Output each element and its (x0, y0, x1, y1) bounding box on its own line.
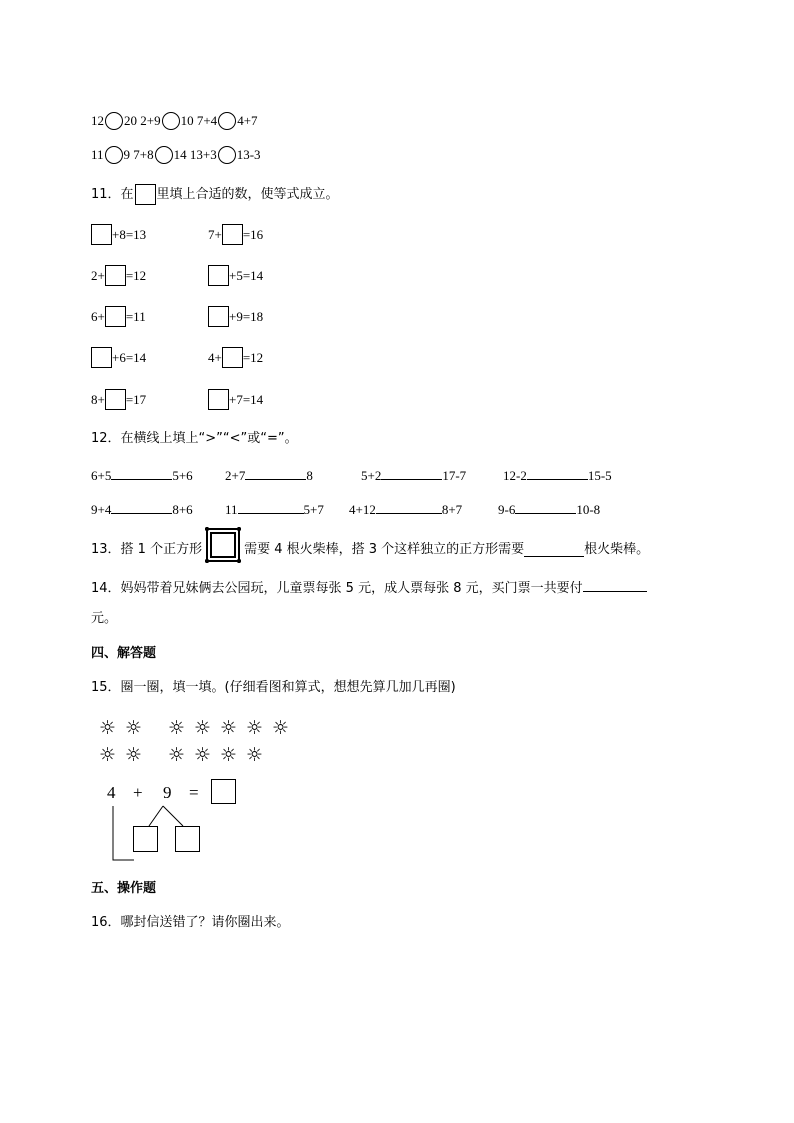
answer-blank[interactable] (381, 465, 442, 480)
answer-circle[interactable] (218, 112, 236, 130)
answer-circle[interactable] (218, 146, 236, 164)
answer-circle[interactable] (155, 146, 173, 164)
answer-circle[interactable] (105, 146, 123, 164)
q11-title: 11．在 里填上合适的数，使等式成立。 (91, 184, 339, 205)
section-heading-4: 四、解答题 (91, 646, 157, 661)
sun-icon: ☼ (220, 717, 238, 739)
expr: 11 (91, 147, 104, 162)
answer-circle[interactable] (162, 112, 180, 130)
q11-item: +8=13 (91, 224, 146, 245)
q11-item: +7=14 (208, 389, 263, 410)
q12-item: 2+7 8 (225, 465, 313, 484)
sample-box (135, 184, 156, 205)
expr: 4+7 (237, 113, 258, 128)
q12-item: 9-6 10-8 (498, 499, 600, 518)
sun-icon: ☼ (125, 717, 143, 739)
q11-item: 8+ =17 (91, 389, 146, 410)
sun-icon: ☼ (194, 744, 212, 766)
answer-box[interactable] (105, 265, 126, 286)
answer-blank[interactable] (376, 499, 442, 514)
sun-icon: ☼ (220, 744, 238, 766)
expr: 2+9 (140, 113, 161, 128)
answer-box[interactable] (91, 347, 112, 368)
compare-row-1 (91, 112, 258, 130)
sun-icon: ☼ (99, 717, 117, 739)
expr: 14 (173, 147, 187, 162)
answer-box[interactable] (208, 265, 229, 286)
answer-blank[interactable] (245, 465, 306, 480)
answer-blank[interactable] (515, 499, 576, 514)
sun-icon: ☼ (168, 717, 186, 739)
sun-icon: ☼ (194, 717, 212, 739)
section-heading-5: 五、操作题 (91, 881, 157, 896)
q13: 13．搭 1 个正方形 需要 4 根火柴棒，搭 3 个这样独立的正方形需要 根火柴棒。 (91, 536, 649, 563)
expr: 13+3 (189, 147, 217, 162)
sun-icon: ☼ (246, 717, 264, 739)
answer-box[interactable] (222, 224, 243, 245)
q14-line2: 元。 (91, 611, 118, 626)
split-box-left[interactable] (133, 826, 158, 852)
expr: 7+8 (133, 147, 154, 162)
q12-item: 5+2 17-7 (361, 465, 466, 484)
expr: 9 (123, 147, 131, 162)
expr: 13-3 (236, 147, 261, 162)
expr: 7+4 (196, 113, 218, 128)
answer-blank[interactable] (527, 465, 588, 480)
sun-icon: ☼ (125, 744, 143, 766)
q16-title: 16．哪封信送错了？请你圈出来。 (91, 915, 290, 930)
compare-row-2 (91, 146, 261, 164)
sun-icon: ☼ (168, 744, 186, 766)
q12-item: 6+5 5+6 (91, 465, 193, 484)
answer-blank[interactable] (111, 465, 172, 480)
answer-blank[interactable] (238, 499, 304, 514)
answer-blank[interactable] (583, 577, 647, 592)
q11-item: +6=14 (91, 347, 146, 368)
sun-icon: ☼ (246, 744, 264, 766)
sun-icon: ☼ (99, 744, 117, 766)
q12-item: 9+4 8+6 (91, 499, 193, 518)
q11-item: 6+ =11 (91, 306, 146, 327)
q11-item: 2+ =12 (91, 265, 146, 286)
q11-item: +5=14 (208, 265, 263, 286)
expr: 20 (124, 113, 137, 128)
q12-title: 12．在横线上填上“>”“<”或“=”。 (91, 431, 298, 446)
answer-box[interactable] (208, 306, 229, 327)
expr: 12 (91, 113, 104, 128)
answer-box[interactable] (222, 347, 243, 368)
q14-line1: 14．妈妈带着兄妹俩去公园玩，儿童票每张 5 元，成人票每张 8 元，买门票一共要付 (91, 577, 647, 598)
answer-blank[interactable] (111, 499, 172, 514)
q11-item: +9=18 (208, 306, 263, 327)
answer-box[interactable] (208, 389, 229, 410)
matchstick-square-icon (205, 527, 241, 563)
q15-title: 15．圈一圈，填一填。(仔细看图和算式，想想先算几加几再圈) (91, 680, 456, 695)
q11-item: 7+ =16 (208, 224, 263, 245)
split-box-right[interactable] (175, 826, 200, 852)
answer-circle[interactable] (105, 112, 123, 130)
q12-item: 12-2 15-5 (503, 465, 612, 484)
answer-box[interactable] (211, 779, 236, 804)
answer-box[interactable] (105, 306, 126, 327)
q12-item: 4+12 8+7 (349, 499, 462, 518)
answer-blank[interactable] (524, 542, 584, 557)
expr: 10 (180, 113, 194, 128)
sun-icon: ☼ (272, 717, 290, 739)
q12-item: 11 5+7 (225, 499, 324, 518)
q11-item: 4+ =12 (208, 347, 263, 368)
answer-box[interactable] (105, 389, 126, 410)
answer-box[interactable] (91, 224, 112, 245)
